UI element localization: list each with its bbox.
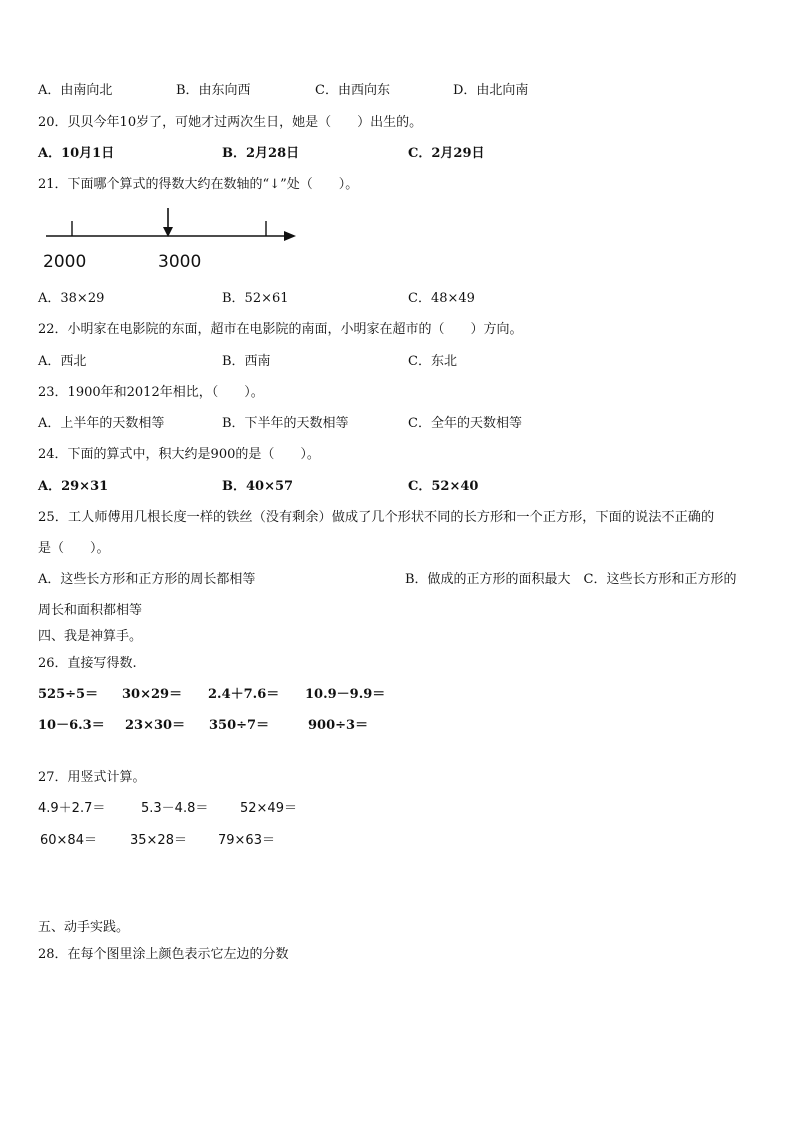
number-line-arrowhead	[284, 231, 296, 241]
q19-option-a: A．由南向北	[38, 83, 113, 98]
q26-expr-3: 2.4＋7.6＝	[208, 687, 280, 702]
q22-option-b: B．西南	[222, 354, 271, 369]
q20-stem: 20．贝贝今年10岁了，可她才过两次生日，她是（ ）出生的。	[38, 115, 423, 130]
q19-option-b: B．由东向西	[176, 83, 251, 98]
q24-option-a: A．29×31	[38, 479, 109, 494]
q21-stem: 21．下面哪个算式的得数大约在数轴的“↓”处（ ）。	[38, 177, 359, 192]
q26-expr-2: 30×29＝	[122, 687, 183, 702]
q26-expr-7: 350÷7＝	[209, 718, 270, 733]
q27-expr-5: 35×28＝	[130, 833, 187, 848]
q19-option-d: D．由北向南	[453, 83, 529, 98]
q25-option-c-continued: 周长和面积都相等	[38, 603, 143, 618]
q20-option-c: C．2月29日	[408, 146, 485, 161]
q20-option-a: A．10月1日	[38, 146, 115, 161]
q21-option-b: B．52×61	[222, 291, 289, 306]
q24-option-c: C．52×40	[408, 479, 479, 494]
q25-stem-line2: 是（ ）。	[38, 541, 110, 556]
q25-option-a: A．这些长方形和正方形的周长都相等	[38, 572, 256, 587]
q23-option-c: C．全年的天数相等	[408, 416, 522, 431]
q20-option-b: B．2月28日	[222, 146, 300, 161]
q26-expr-1: 525÷5＝	[38, 687, 99, 702]
q19-option-c: C．由西向东	[315, 83, 390, 98]
section-four-heading: 四、我是神算手。	[38, 629, 143, 644]
number-line	[40, 204, 302, 274]
q21-option-a: A．38×29	[38, 291, 105, 306]
axis-label-3000: 3000	[158, 252, 202, 272]
q22-option-a: A．西北	[38, 354, 87, 369]
section-five-heading: 五、动手实践。	[38, 920, 130, 935]
q22-stem: 22．小明家在电影院的东面，超市在电影院的南面，小明家在超市的（ ）方向。	[38, 322, 523, 337]
q26-expr-8: 900÷3＝	[308, 718, 369, 733]
q23-stem: 23．1900年和2012年相比，（ ）。	[38, 385, 264, 400]
q27-expr-4: 60×84＝	[40, 833, 97, 848]
q27-expr-2: 5.3－4.8＝	[141, 801, 209, 816]
q23-option-b: B．下半年的天数相等	[222, 416, 349, 431]
q25-option-b-c: B．做成的正方形的面积最大 C．这些长方形和正方形的	[405, 572, 737, 587]
q24-option-b: B．40×57	[222, 479, 294, 494]
q27-stem: 27．用竖式计算。	[38, 770, 146, 785]
q28-stem: 28．在每个图里涂上颜色表示它左边的分数	[38, 947, 289, 962]
q26-expr-4: 10.9－9.9＝	[305, 687, 386, 702]
q27-expr-6: 79×63＝	[218, 833, 275, 848]
q26-expr-5: 10－6.3＝	[38, 718, 105, 733]
q26-expr-6: 23×30＝	[125, 718, 186, 733]
axis-label-2000: 2000	[43, 252, 87, 272]
q24-stem: 24．下面的算式中，积大约是900的是（ ）。	[38, 447, 320, 462]
q26-stem: 26．直接写得数.	[38, 656, 137, 671]
q25-stem-line1: 25．工人师傅用几根长度一样的铁丝（没有剩余）做成了几个形状不同的长方形和一个正方形，下面的说法不正确的	[38, 510, 715, 525]
q27-expr-3: 52×49＝	[240, 801, 297, 816]
q22-option-c: C．东北	[408, 354, 457, 369]
q27-expr-1: 4.9＋2.7＝	[38, 801, 106, 816]
q23-option-a: A．上半年的天数相等	[38, 416, 165, 431]
q21-option-c: C．48×49	[408, 291, 475, 306]
